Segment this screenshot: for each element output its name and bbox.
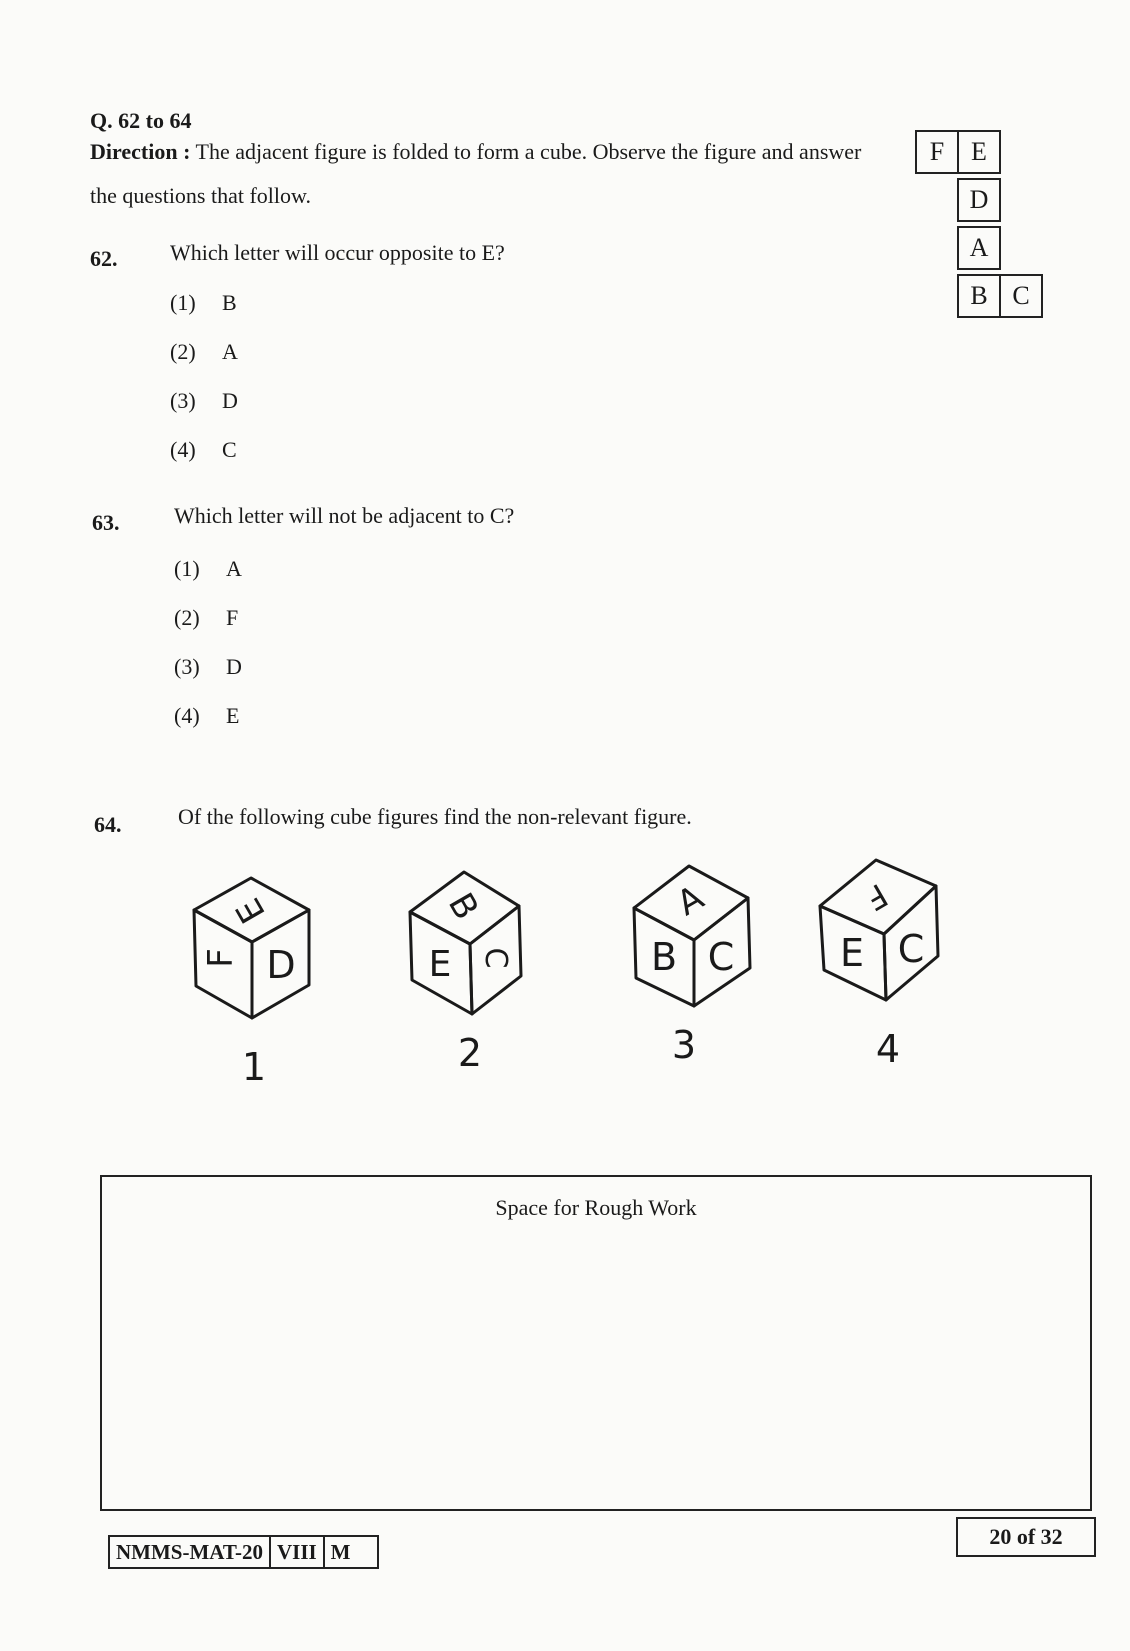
option-number: (2) [174, 605, 200, 630]
paper-medium: M [330, 1540, 351, 1564]
net-cell-f: F [915, 130, 959, 174]
cube-4-left-letter: E [839, 931, 865, 975]
cube-1-top-letter: E [228, 891, 274, 930]
paper-code: NMMS-MAT-20 [110, 1537, 271, 1567]
question-63-text: Which letter will not be adjacent to C? [174, 503, 515, 528]
option-value: E [226, 703, 240, 728]
page-number: 20 of 32 [956, 1517, 1096, 1557]
paper-class: VIII [271, 1537, 325, 1567]
cube-1-left-letter: F [201, 948, 241, 968]
option-number: (4) [170, 437, 196, 462]
cube-2-right-letter: C [478, 947, 513, 969]
question-62-text: Which letter will occur opposite to E? [170, 240, 505, 265]
option-number: (3) [170, 388, 196, 413]
cube-2-label: 2 [457, 1031, 483, 1075]
rough-work-box [100, 1175, 1092, 1511]
paper-code-box [108, 1535, 379, 1569]
option-number: (2) [170, 339, 196, 364]
rough-work-title: Space for Rough Work [495, 1195, 697, 1220]
cube-3-right-letter: C [707, 935, 735, 979]
option-number: (3) [174, 654, 200, 679]
cube-3-left-letter: B [650, 935, 678, 979]
question-64-number: 64. [94, 812, 122, 837]
option-value: A [226, 556, 242, 581]
cube-2-left-letter: E [428, 944, 452, 985]
direction-text: The adjacent figure is folded to form a cube. Observe the figure and answer the questions that follow. [90, 139, 862, 208]
cube-3-label: 3 [671, 1023, 697, 1067]
net-cell-c: C [999, 274, 1043, 318]
option-value: A [222, 339, 238, 364]
option-number: (4) [174, 703, 200, 728]
option-number: (1) [174, 556, 200, 581]
cube-1-right-letter: D [266, 943, 296, 987]
option-value: F [226, 605, 239, 630]
cube-4-label: 4 [875, 1027, 901, 1071]
option-value: D [222, 388, 238, 413]
net-cell-e: E [957, 130, 1001, 174]
question-63-number: 63. [92, 510, 120, 535]
cube-3-top-letter: A [670, 877, 711, 925]
net-cell-b: B [957, 274, 1001, 318]
cube-2-top-letter: B [439, 886, 487, 927]
net-cell-d: D [957, 178, 1001, 222]
option-value: D [226, 654, 242, 679]
direction-label: Direction : [90, 139, 191, 164]
question-range: Q. 62 to 64 [90, 108, 192, 133]
option-number: (1) [170, 290, 196, 315]
cube-4-top-letter: F [859, 875, 894, 918]
cube-4-right-letter: C [897, 927, 925, 971]
option-value: B [222, 290, 237, 315]
option-value: C [222, 437, 237, 462]
question-62-number: 62. [90, 246, 118, 271]
cube-1-label: 1 [241, 1045, 267, 1089]
net-cell-a: A [957, 226, 1001, 270]
question-64-text: Of the following cube figures find the non-relevant figure. [178, 804, 692, 829]
